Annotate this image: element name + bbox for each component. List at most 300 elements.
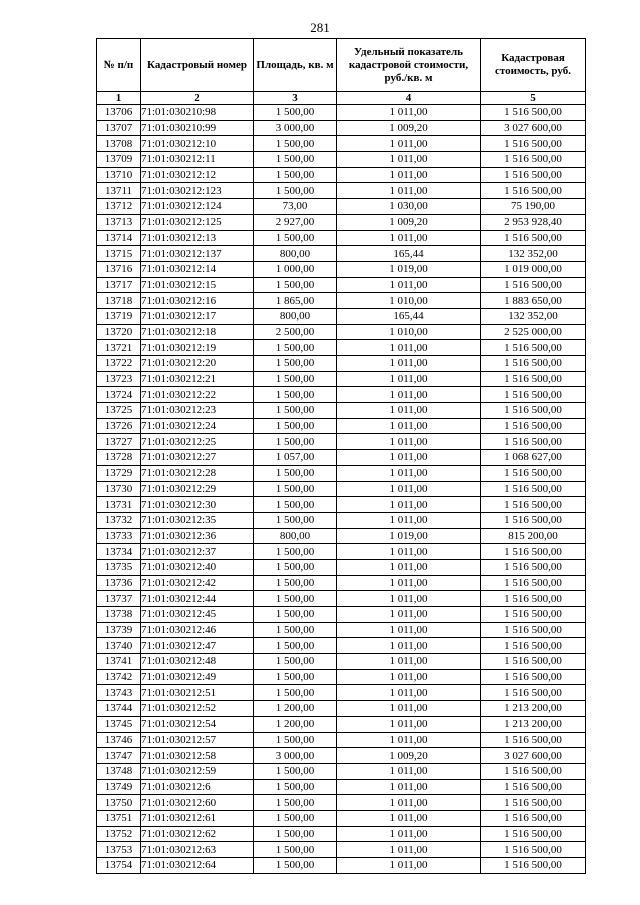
cell-cadastral-number: 71:01:030210:99 xyxy=(141,120,254,136)
column-number: 1 xyxy=(97,92,141,105)
cell-cadastral-number: 71:01:030212:30 xyxy=(141,497,254,513)
cell-cadastral-number: 71:01:030212:36 xyxy=(141,528,254,544)
cell-cadastral-value: 1 516 500,00 xyxy=(481,230,586,246)
cell-cadastral-number: 71:01:030212:28 xyxy=(141,465,254,481)
cell-row-number: 13719 xyxy=(97,308,141,324)
cell-row-number: 13733 xyxy=(97,528,141,544)
table-row xyxy=(97,434,586,450)
cell-row-number: 13731 xyxy=(97,497,141,513)
cell-specific-value: 1 030,00 xyxy=(337,199,481,215)
table-row xyxy=(97,748,586,764)
cell-cadastral-value: 1 516 500,00 xyxy=(481,779,586,795)
cell-area: 3 000,00 xyxy=(254,748,337,764)
cell-cadastral-number: 71:01:030210:98 xyxy=(141,105,254,121)
cell-specific-value: 1 011,00 xyxy=(337,810,481,826)
cell-cadastral-number: 71:01:030212:37 xyxy=(141,544,254,560)
table-row xyxy=(97,418,586,434)
cell-row-number: 13720 xyxy=(97,324,141,340)
cell-area: 800,00 xyxy=(254,528,337,544)
table-row xyxy=(97,575,586,591)
cell-specific-value: 1 011,00 xyxy=(337,575,481,591)
cell-area: 1 500,00 xyxy=(254,371,337,387)
cell-cadastral-value: 1 516 500,00 xyxy=(481,356,586,372)
cell-row-number: 13712 xyxy=(97,199,141,215)
cell-cadastral-value: 1 516 500,00 xyxy=(481,826,586,842)
cell-row-number: 13750 xyxy=(97,795,141,811)
cell-row-number: 13744 xyxy=(97,701,141,717)
cell-specific-value: 1 019,00 xyxy=(337,261,481,277)
column-number: 5 xyxy=(481,92,586,105)
cell-area: 800,00 xyxy=(254,308,337,324)
cell-cadastral-value: 1 516 500,00 xyxy=(481,858,586,874)
cell-row-number: 13728 xyxy=(97,450,141,466)
cell-row-number: 13727 xyxy=(97,434,141,450)
cell-specific-value: 1 011,00 xyxy=(337,842,481,858)
cell-area: 1 500,00 xyxy=(254,638,337,654)
cell-area: 1 200,00 xyxy=(254,701,337,717)
cell-area: 1 500,00 xyxy=(254,387,337,403)
cell-row-number: 13735 xyxy=(97,559,141,575)
cell-cadastral-value: 1 516 500,00 xyxy=(481,512,586,528)
cell-row-number: 13753 xyxy=(97,842,141,858)
cell-specific-value: 1 011,00 xyxy=(337,559,481,575)
cell-area: 1 500,00 xyxy=(254,152,337,168)
cell-area: 1 500,00 xyxy=(254,136,337,152)
cell-area: 2 927,00 xyxy=(254,214,337,230)
cell-cadastral-value: 1 516 500,00 xyxy=(481,810,586,826)
cell-area: 3 000,00 xyxy=(254,120,337,136)
cell-specific-value: 1 011,00 xyxy=(337,685,481,701)
cell-row-number: 13723 xyxy=(97,371,141,387)
table-row xyxy=(97,497,586,513)
cell-area: 1 000,00 xyxy=(254,261,337,277)
cell-area: 1 500,00 xyxy=(254,575,337,591)
table-row xyxy=(97,403,586,419)
cell-cadastral-value: 1 516 500,00 xyxy=(481,152,586,168)
table-row xyxy=(97,214,586,230)
cell-row-number: 13724 xyxy=(97,387,141,403)
cell-row-number: 13708 xyxy=(97,136,141,152)
cell-cadastral-number: 71:01:030212:52 xyxy=(141,701,254,717)
table-row xyxy=(97,732,586,748)
cell-cadastral-value: 1 516 500,00 xyxy=(481,654,586,670)
cell-specific-value: 1 011,00 xyxy=(337,858,481,874)
cell-specific-value: 1 011,00 xyxy=(337,701,481,717)
cell-cadastral-number: 71:01:030212:18 xyxy=(141,324,254,340)
cell-area: 1 500,00 xyxy=(254,732,337,748)
column-number: 3 xyxy=(254,92,337,105)
cell-specific-value: 1 011,00 xyxy=(337,418,481,434)
table-row xyxy=(97,465,586,481)
table-row xyxy=(97,324,586,340)
table-row xyxy=(97,230,586,246)
cell-row-number: 13751 xyxy=(97,810,141,826)
cell-cadastral-number: 71:01:030212:27 xyxy=(141,450,254,466)
cell-cadastral-number: 71:01:030212:46 xyxy=(141,622,254,638)
column-number-row xyxy=(97,92,586,105)
cell-specific-value: 1 011,00 xyxy=(337,356,481,372)
cell-area: 1 500,00 xyxy=(254,685,337,701)
table-row xyxy=(97,591,586,607)
table-row xyxy=(97,261,586,277)
table-row xyxy=(97,810,586,826)
cell-area: 1 500,00 xyxy=(254,826,337,842)
table-row xyxy=(97,167,586,183)
cell-area: 1 500,00 xyxy=(254,779,337,795)
cell-cadastral-number: 71:01:030212:54 xyxy=(141,716,254,732)
cell-row-number: 13736 xyxy=(97,575,141,591)
cell-specific-value: 1 010,00 xyxy=(337,293,481,309)
cell-specific-value: 1 011,00 xyxy=(337,434,481,450)
cell-cadastral-value: 1 516 500,00 xyxy=(481,340,586,356)
cell-cadastral-number: 71:01:030212:19 xyxy=(141,340,254,356)
cell-row-number: 13716 xyxy=(97,261,141,277)
table-row xyxy=(97,763,586,779)
cell-row-number: 13743 xyxy=(97,685,141,701)
table-row xyxy=(97,340,586,356)
cell-cadastral-value: 1 516 500,00 xyxy=(481,277,586,293)
cell-cadastral-number: 71:01:030212:20 xyxy=(141,356,254,372)
cell-cadastral-number: 71:01:030212:35 xyxy=(141,512,254,528)
cell-cadastral-value: 2 953 928,40 xyxy=(481,214,586,230)
cell-specific-value: 1 011,00 xyxy=(337,465,481,481)
cell-specific-value: 1 009,20 xyxy=(337,748,481,764)
cell-cadastral-number: 71:01:030212:24 xyxy=(141,418,254,434)
cell-row-number: 13721 xyxy=(97,340,141,356)
cell-cadastral-number: 71:01:030212:16 xyxy=(141,293,254,309)
cell-specific-value: 1 011,00 xyxy=(337,512,481,528)
cell-cadastral-number: 71:01:030212:21 xyxy=(141,371,254,387)
cell-cadastral-number: 71:01:030212:6 xyxy=(141,779,254,795)
cell-area: 1 500,00 xyxy=(254,183,337,199)
cell-cadastral-value: 132 352,00 xyxy=(481,246,586,262)
cell-area: 1 500,00 xyxy=(254,277,337,293)
cell-cadastral-value: 1 516 500,00 xyxy=(481,607,586,623)
table-row xyxy=(97,246,586,262)
header-area: Площадь, кв. м xyxy=(254,39,337,92)
cell-cadastral-value: 3 027 600,00 xyxy=(481,120,586,136)
cell-specific-value: 165,44 xyxy=(337,308,481,324)
table-row xyxy=(97,669,586,685)
cell-row-number: 13717 xyxy=(97,277,141,293)
cell-cadastral-number: 71:01:030212:57 xyxy=(141,732,254,748)
cell-row-number: 13715 xyxy=(97,246,141,262)
cell-cadastral-number: 71:01:030212:123 xyxy=(141,183,254,199)
cell-specific-value: 1 011,00 xyxy=(337,481,481,497)
cell-cadastral-value: 1 516 500,00 xyxy=(481,371,586,387)
cell-specific-value: 1 011,00 xyxy=(337,497,481,513)
cell-specific-value: 1 011,00 xyxy=(337,387,481,403)
cell-cadastral-value: 1 883 650,00 xyxy=(481,293,586,309)
cell-cadastral-value: 1 516 500,00 xyxy=(481,167,586,183)
cell-area: 1 500,00 xyxy=(254,654,337,670)
header-row-number: № п/п xyxy=(97,39,141,92)
cell-cadastral-value: 815 200,00 xyxy=(481,528,586,544)
cell-cadastral-value: 1 516 500,00 xyxy=(481,434,586,450)
cell-cadastral-number: 71:01:030212:45 xyxy=(141,607,254,623)
cell-area: 1 500,00 xyxy=(254,418,337,434)
table-row xyxy=(97,308,586,324)
cell-row-number: 13745 xyxy=(97,716,141,732)
column-number: 2 xyxy=(141,92,254,105)
cell-cadastral-value: 2 525 000,00 xyxy=(481,324,586,340)
cell-area: 1 500,00 xyxy=(254,544,337,560)
cell-cadastral-number: 71:01:030212:48 xyxy=(141,654,254,670)
cell-cadastral-value: 1 516 500,00 xyxy=(481,465,586,481)
cell-row-number: 13738 xyxy=(97,607,141,623)
table-row xyxy=(97,654,586,670)
cell-row-number: 13726 xyxy=(97,418,141,434)
cell-cadastral-value: 1 516 500,00 xyxy=(481,387,586,403)
header-specific-value: Удельный показатель кадастровой стоимости, руб./кв. м xyxy=(337,39,481,92)
cell-area: 1 500,00 xyxy=(254,230,337,246)
cell-cadastral-value: 1 516 500,00 xyxy=(481,105,586,121)
table-row xyxy=(97,152,586,168)
cell-cadastral-number: 71:01:030212:63 xyxy=(141,842,254,858)
cell-specific-value: 1 011,00 xyxy=(337,622,481,638)
table-row xyxy=(97,559,586,575)
header-cadastral-number: Кадастровый номер xyxy=(141,39,254,92)
table-row xyxy=(97,842,586,858)
table-header-row xyxy=(97,39,586,92)
table-row xyxy=(97,826,586,842)
cell-specific-value: 1 011,00 xyxy=(337,340,481,356)
cell-specific-value: 1 009,20 xyxy=(337,214,481,230)
cell-specific-value: 1 011,00 xyxy=(337,105,481,121)
cell-specific-value: 1 011,00 xyxy=(337,230,481,246)
cell-cadastral-value: 1 516 500,00 xyxy=(481,842,586,858)
cell-cadastral-number: 71:01:030212:124 xyxy=(141,199,254,215)
cell-area: 1 500,00 xyxy=(254,434,337,450)
table-row xyxy=(97,371,586,387)
cell-row-number: 13741 xyxy=(97,654,141,670)
cell-area: 2 500,00 xyxy=(254,324,337,340)
cell-cadastral-value: 3 027 600,00 xyxy=(481,748,586,764)
table-row xyxy=(97,450,586,466)
cell-area: 1 057,00 xyxy=(254,450,337,466)
table-row xyxy=(97,858,586,874)
cell-row-number: 13734 xyxy=(97,544,141,560)
table-row xyxy=(97,795,586,811)
cell-cadastral-number: 71:01:030212:14 xyxy=(141,261,254,277)
cell-area: 1 500,00 xyxy=(254,622,337,638)
cell-cadastral-number: 71:01:030212:49 xyxy=(141,669,254,685)
table-row xyxy=(97,105,586,121)
table-row xyxy=(97,528,586,544)
cell-area: 1 500,00 xyxy=(254,810,337,826)
cell-area: 1 500,00 xyxy=(254,795,337,811)
cell-cadastral-number: 71:01:030212:25 xyxy=(141,434,254,450)
cell-cadastral-number: 71:01:030212:47 xyxy=(141,638,254,654)
table-row xyxy=(97,136,586,152)
cell-cadastral-number: 71:01:030212:40 xyxy=(141,559,254,575)
cell-cadastral-value: 75 190,00 xyxy=(481,199,586,215)
cell-area: 1 500,00 xyxy=(254,340,337,356)
cell-cadastral-number: 71:01:030212:15 xyxy=(141,277,254,293)
cell-row-number: 13722 xyxy=(97,356,141,372)
cell-cadastral-number: 71:01:030212:64 xyxy=(141,858,254,874)
cell-cadastral-number: 71:01:030212:29 xyxy=(141,481,254,497)
cell-area: 1 500,00 xyxy=(254,167,337,183)
cell-specific-value: 1 011,00 xyxy=(337,167,481,183)
cell-cadastral-number: 71:01:030212:137 xyxy=(141,246,254,262)
cadastral-value-table xyxy=(96,38,586,874)
cell-row-number: 13748 xyxy=(97,763,141,779)
cell-specific-value: 1 011,00 xyxy=(337,669,481,685)
cell-area: 1 500,00 xyxy=(254,465,337,481)
cell-specific-value: 1 011,00 xyxy=(337,371,481,387)
cell-area: 1 865,00 xyxy=(254,293,337,309)
cell-specific-value: 1 011,00 xyxy=(337,591,481,607)
table-row xyxy=(97,277,586,293)
table-row xyxy=(97,779,586,795)
cell-cadastral-value: 1 516 500,00 xyxy=(481,795,586,811)
cell-cadastral-number: 71:01:030212:44 xyxy=(141,591,254,607)
cell-row-number: 13739 xyxy=(97,622,141,638)
table-row xyxy=(97,701,586,717)
cell-specific-value: 1 011,00 xyxy=(337,183,481,199)
cell-specific-value: 1 011,00 xyxy=(337,654,481,670)
cell-area: 1 200,00 xyxy=(254,716,337,732)
cell-cadastral-number: 71:01:030212:62 xyxy=(141,826,254,842)
cell-row-number: 13718 xyxy=(97,293,141,309)
cell-cadastral-value: 1 516 500,00 xyxy=(481,575,586,591)
cell-row-number: 13714 xyxy=(97,230,141,246)
table-row xyxy=(97,607,586,623)
cell-specific-value: 1 011,00 xyxy=(337,136,481,152)
cell-cadastral-value: 1 516 500,00 xyxy=(481,481,586,497)
cell-cadastral-number: 71:01:030212:125 xyxy=(141,214,254,230)
cell-area: 1 500,00 xyxy=(254,763,337,779)
cell-specific-value: 1 010,00 xyxy=(337,324,481,340)
cell-specific-value: 1 011,00 xyxy=(337,763,481,779)
cell-area: 1 500,00 xyxy=(254,842,337,858)
cell-cadastral-number: 71:01:030212:13 xyxy=(141,230,254,246)
table-body xyxy=(97,105,586,874)
cell-area: 1 500,00 xyxy=(254,591,337,607)
cell-area: 800,00 xyxy=(254,246,337,262)
table-row xyxy=(97,638,586,654)
cell-cadastral-number: 71:01:030212:22 xyxy=(141,387,254,403)
cell-area: 1 500,00 xyxy=(254,356,337,372)
cell-row-number: 13713 xyxy=(97,214,141,230)
cell-row-number: 13711 xyxy=(97,183,141,199)
table-row xyxy=(97,544,586,560)
cell-row-number: 13747 xyxy=(97,748,141,764)
cell-row-number: 13725 xyxy=(97,403,141,419)
table-row xyxy=(97,356,586,372)
cell-cadastral-value: 1 516 500,00 xyxy=(481,763,586,779)
table-row xyxy=(97,716,586,732)
cell-specific-value: 1 009,20 xyxy=(337,120,481,136)
cell-cadastral-number: 71:01:030212:12 xyxy=(141,167,254,183)
cell-specific-value: 165,44 xyxy=(337,246,481,262)
cell-row-number: 13752 xyxy=(97,826,141,842)
cell-cadastral-value: 1 516 500,00 xyxy=(481,544,586,560)
cell-cadastral-value: 1 019 000,00 xyxy=(481,261,586,277)
cell-row-number: 13707 xyxy=(97,120,141,136)
cell-cadastral-value: 1 213 200,00 xyxy=(481,701,586,717)
column-number: 4 xyxy=(337,92,481,105)
table-row xyxy=(97,685,586,701)
cell-specific-value: 1 011,00 xyxy=(337,544,481,560)
cell-specific-value: 1 011,00 xyxy=(337,152,481,168)
cell-specific-value: 1 011,00 xyxy=(337,403,481,419)
table-row xyxy=(97,512,586,528)
cell-cadastral-number: 71:01:030212:61 xyxy=(141,810,254,826)
table-row xyxy=(97,199,586,215)
cell-area: 1 500,00 xyxy=(254,669,337,685)
cell-area: 1 500,00 xyxy=(254,858,337,874)
cell-specific-value: 1 011,00 xyxy=(337,732,481,748)
cell-specific-value: 1 011,00 xyxy=(337,638,481,654)
cell-cadastral-value: 1 516 500,00 xyxy=(481,403,586,419)
table-row xyxy=(97,120,586,136)
cell-cadastral-number: 71:01:030212:11 xyxy=(141,152,254,168)
cell-row-number: 13709 xyxy=(97,152,141,168)
cell-specific-value: 1 011,00 xyxy=(337,826,481,842)
cell-area: 73,00 xyxy=(254,199,337,215)
cell-cadastral-number: 71:01:030212:60 xyxy=(141,795,254,811)
cell-specific-value: 1 011,00 xyxy=(337,277,481,293)
cell-area: 1 500,00 xyxy=(254,512,337,528)
page-number: 281 xyxy=(310,20,330,35)
cell-row-number: 13754 xyxy=(97,858,141,874)
cell-cadastral-number: 71:01:030212:42 xyxy=(141,575,254,591)
cell-cadastral-value: 132 352,00 xyxy=(481,308,586,324)
cell-area: 1 500,00 xyxy=(254,607,337,623)
cell-cadastral-value: 1 213 200,00 xyxy=(481,716,586,732)
cell-row-number: 13710 xyxy=(97,167,141,183)
cell-area: 1 500,00 xyxy=(254,559,337,575)
cell-cadastral-number: 71:01:030212:58 xyxy=(141,748,254,764)
cell-cadastral-value: 1 516 500,00 xyxy=(481,732,586,748)
cell-cadastral-value: 1 516 500,00 xyxy=(481,183,586,199)
cell-area: 1 500,00 xyxy=(254,481,337,497)
cell-row-number: 13737 xyxy=(97,591,141,607)
cell-cadastral-number: 71:01:030212:10 xyxy=(141,136,254,152)
cell-cadastral-value: 1 516 500,00 xyxy=(481,638,586,654)
cell-row-number: 13730 xyxy=(97,481,141,497)
cell-cadastral-value: 1 516 500,00 xyxy=(481,685,586,701)
cell-cadastral-value: 1 516 500,00 xyxy=(481,136,586,152)
cell-cadastral-value: 1 516 500,00 xyxy=(481,559,586,575)
table-row xyxy=(97,183,586,199)
cell-area: 1 500,00 xyxy=(254,497,337,513)
cell-area: 1 500,00 xyxy=(254,105,337,121)
cell-cadastral-value: 1 516 500,00 xyxy=(481,497,586,513)
cell-row-number: 13746 xyxy=(97,732,141,748)
cell-row-number: 13740 xyxy=(97,638,141,654)
cell-area: 1 500,00 xyxy=(254,403,337,419)
cell-specific-value: 1 011,00 xyxy=(337,779,481,795)
cell-specific-value: 1 011,00 xyxy=(337,607,481,623)
cell-cadastral-value: 1 516 500,00 xyxy=(481,669,586,685)
cell-specific-value: 1 011,00 xyxy=(337,795,481,811)
cell-specific-value: 1 011,00 xyxy=(337,450,481,466)
table-row xyxy=(97,387,586,403)
cell-specific-value: 1 011,00 xyxy=(337,716,481,732)
cell-cadastral-value: 1 068 627,00 xyxy=(481,450,586,466)
cell-cadastral-value: 1 516 500,00 xyxy=(481,418,586,434)
header-cadastral-value: Кадастровая стоимость, руб. xyxy=(481,39,586,92)
table-row xyxy=(97,622,586,638)
cell-cadastral-value: 1 516 500,00 xyxy=(481,591,586,607)
cell-cadastral-number: 71:01:030212:51 xyxy=(141,685,254,701)
cell-row-number: 13742 xyxy=(97,669,141,685)
table-row xyxy=(97,481,586,497)
cell-row-number: 13729 xyxy=(97,465,141,481)
